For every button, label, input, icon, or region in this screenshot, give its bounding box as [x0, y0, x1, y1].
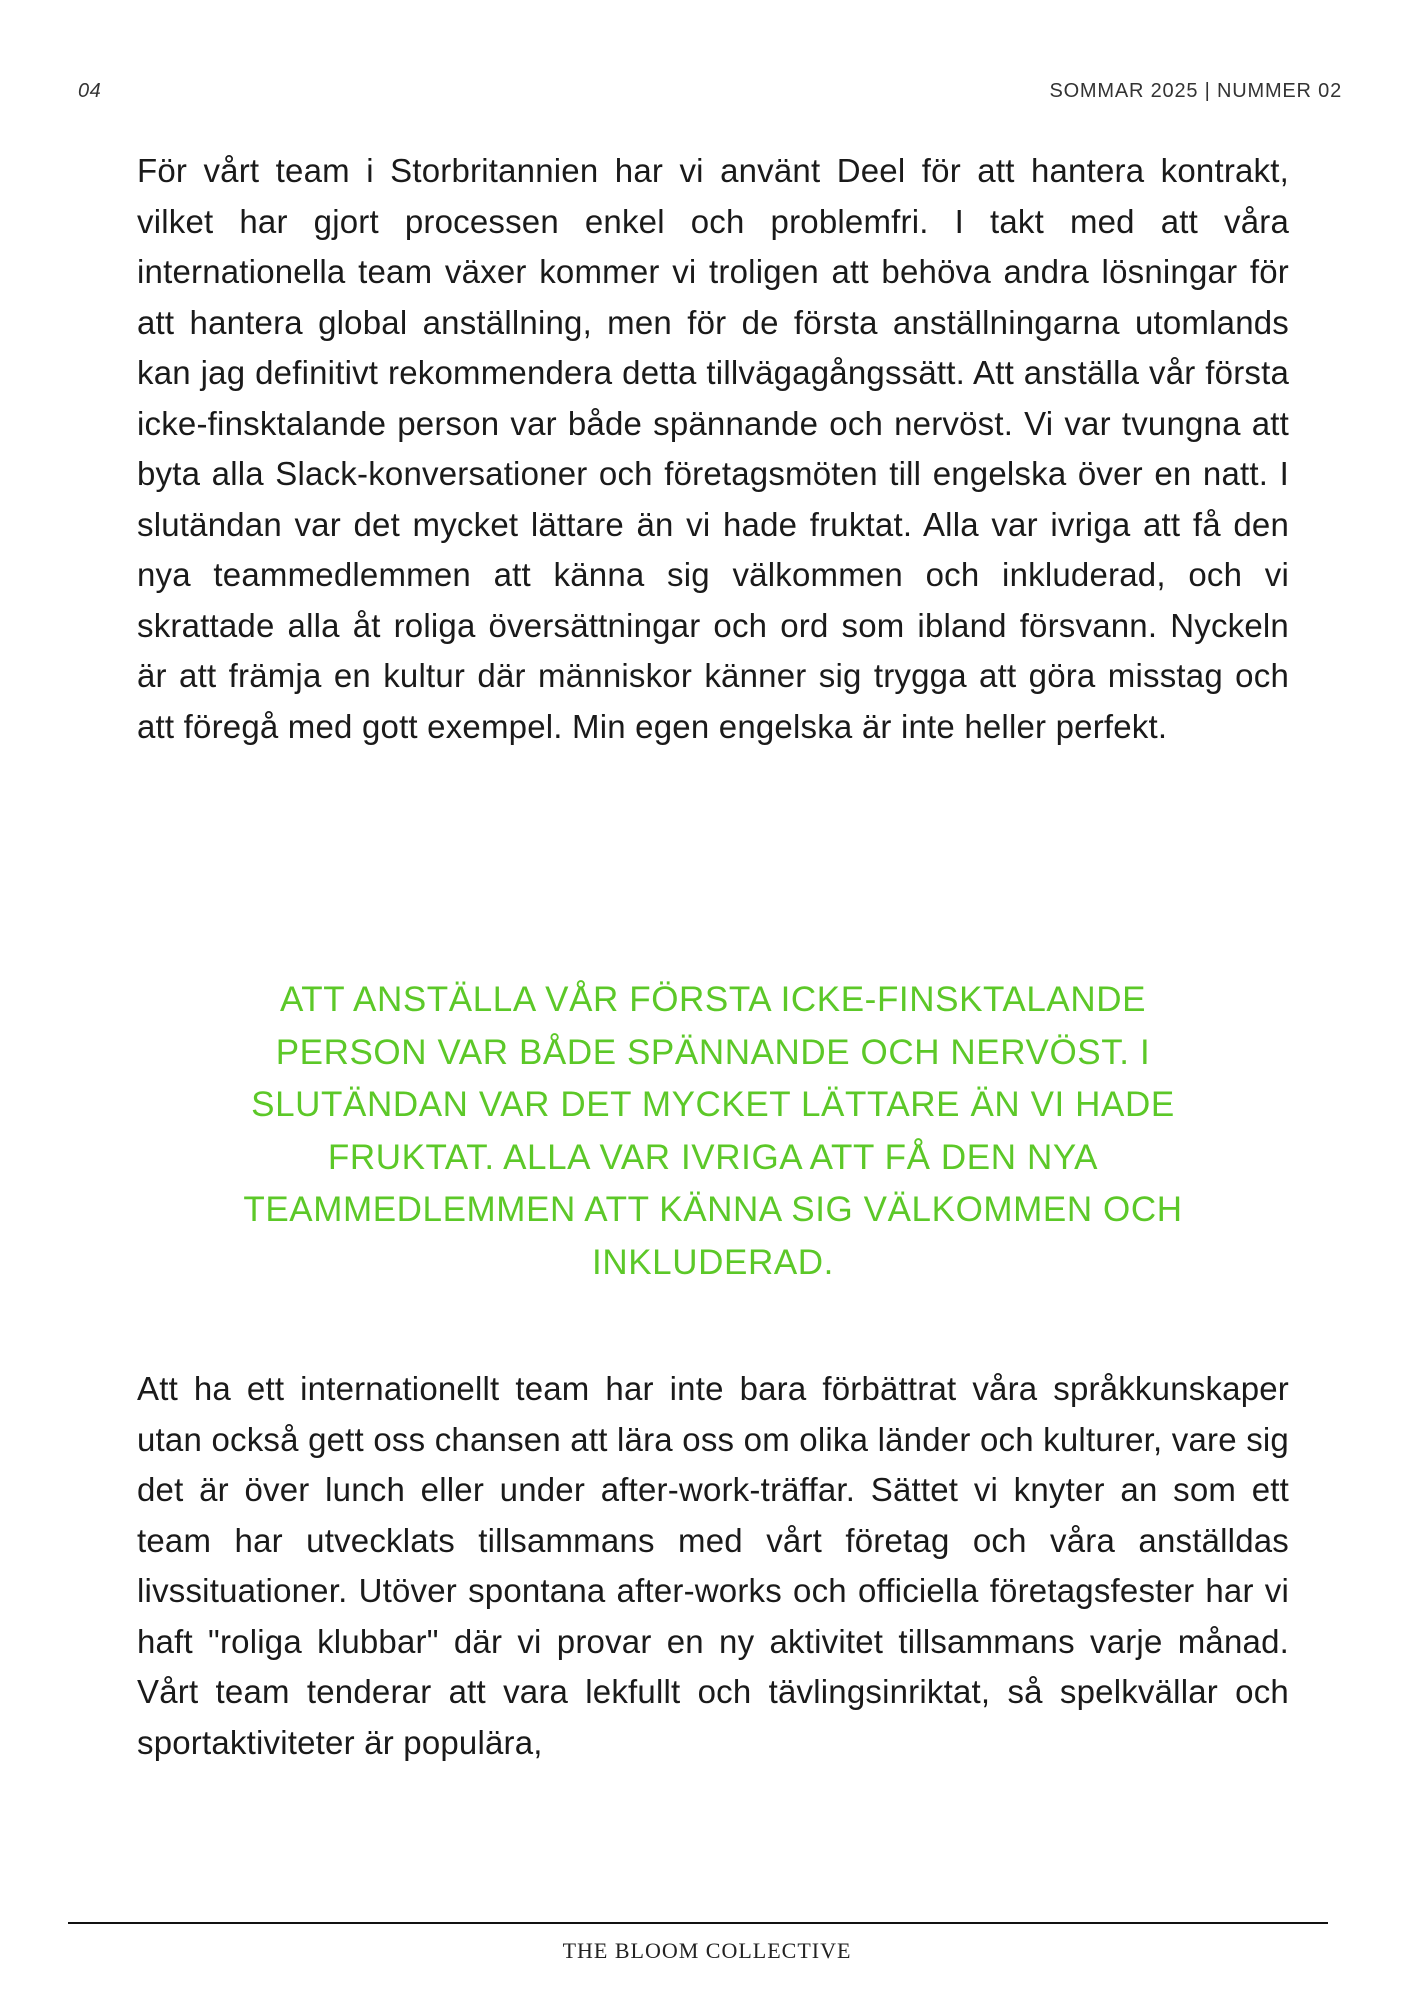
pull-quote-line: INKLUDERAD. [592, 1242, 834, 1282]
pull-quote-line: FRUKTAT. ALLA VAR IVRIGA ATT FÅ DEN NYA [327, 1137, 1099, 1177]
publication-name: THE BLOOM COLLECTIVE [562, 1938, 852, 1963]
pull-quote-line: ATT ANSTÄLLA VÅR FÖRSTA ICKE-FINSKTALANDE [279, 980, 1147, 1019]
issue-info: SOMMAR 2025 | NUMMER 02 [1049, 80, 1342, 102]
pull-quote-line: TEAMMEDLEMMEN ATT KÄNNA SIG VÄLKOMMEN OCH [243, 1190, 1183, 1229]
pull-quote-line: SLUTÄNDAN VAR DET MYCKET LÄTTARE ÄN VI HADE [251, 1085, 1175, 1124]
article-paragraph: Att ha ett internationellt team har inte bara förbättrat våra språkkunskaper utan också gett oss chansen att lära oss om olika länder och kulturer, vare sig det är över lunch eller under after-work-träffar. Sättet vi knyter an som ett team har utvecklats tillsammans med vårt företag och våra anställdas livssituationer. Utöver spontana after-works och officiella företagsfester har vi haft "roliga klubbar" där vi provar en ny aktivitet tillsammans varje månad. Vårt team tenderar att vara lekfullt och tävlingsinriktat, så spelkvällar och sportaktiviteter är populära, [137, 1370, 1289, 1761]
pull-quote [137, 974, 1289, 1289]
article-paragraph: För vårt team i Storbritannien har vi använt Deel för att hantera kontrakt, vilket har gjort processen enkel och problemfri. I takt med att våra internationella team växer kommer vi troligen att behöva andra lösningar för att hantera global anställning, men för de första anställningarna utomlands kan jag definitivt rekommendera detta tillvägagångssätt. Att anställa vår första icke-finsktalande person var både spännande och nervöst. Vi var tvungna att byta alla Slack-konversationer och företagsmöten till engelska över en natt. I slutändan var det mycket lättare än vi hade fruktat. Alla var ivriga att få den nya teammedlemmen att känna sig välkommen och inkluderad, och vi skrattade alla åt roliga översättningar och ord som ibland försvann. Nyckeln är att främja en kultur där människor känner sig trygga att göra misstag och att föregå med gott exempel. Min egen engelska är inte heller perfekt. [137, 152, 1289, 745]
page-number: 04 [78, 80, 102, 102]
footer-divider [68, 1922, 1328, 1924]
pull-quote-line: PERSON VAR BÅDE SPÄNNANDE OCH NERVÖST. I [275, 1032, 1151, 1072]
